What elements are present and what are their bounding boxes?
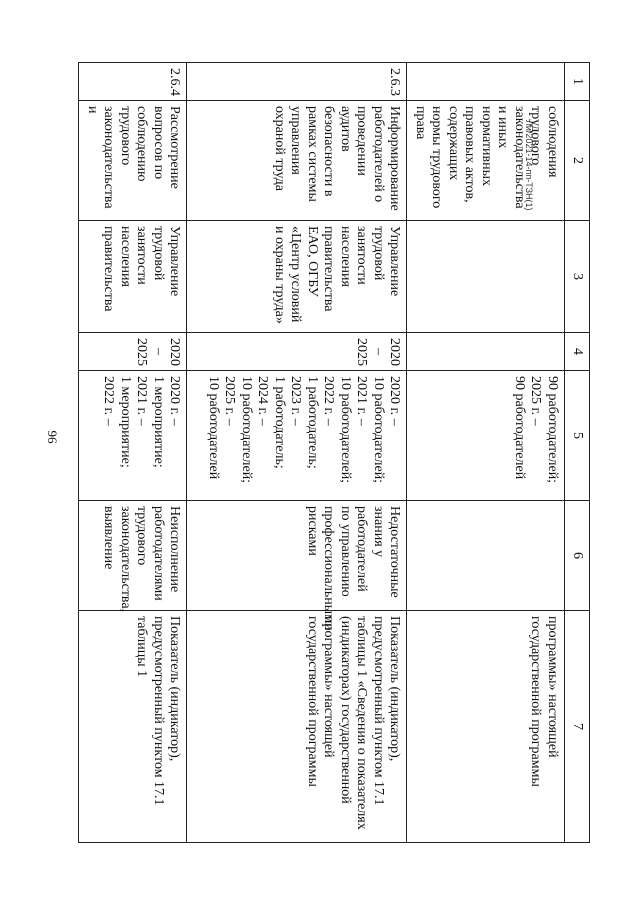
indicator-link: программы» настоящей государственной программы bbox=[407, 611, 565, 843]
expected-result bbox=[79, 371, 187, 501]
period-end: 2025 bbox=[354, 338, 370, 366]
result-line: 10 работодателей; bbox=[371, 376, 386, 484]
event-description: Информирование работодателей о проведении аудитов безопасности в рамках системы управления охраной труда bbox=[187, 101, 407, 221]
period-dash: – bbox=[371, 348, 386, 355]
responsible-executor bbox=[407, 221, 565, 333]
period-dash: – bbox=[151, 348, 166, 355]
result-line: 2020 г. – bbox=[387, 376, 403, 426]
period bbox=[407, 333, 565, 371]
document-code: Ли/2021-14-пп-ТЗН(1) bbox=[524, 120, 534, 211]
result-line: 2025 г. – bbox=[528, 376, 544, 426]
period-start: 2020 bbox=[167, 338, 183, 366]
header-cell-5: 5 bbox=[565, 371, 590, 501]
row-number bbox=[407, 63, 565, 101]
expected-result bbox=[187, 371, 407, 501]
table-header-row bbox=[565, 63, 590, 843]
result-line: 1 мероприятие; bbox=[151, 376, 166, 468]
result-line: 1 мероприятие; bbox=[118, 376, 133, 468]
result-line: 10 работодателей; bbox=[338, 376, 353, 484]
header-cell-7: 7 bbox=[565, 611, 590, 843]
expected-result bbox=[407, 371, 565, 501]
result-line: 1 работодатель; bbox=[305, 376, 320, 469]
event-description: Рассмотрение вопросов по соблюдению трудового законодательства и bbox=[79, 101, 187, 221]
result-line: 2024 г. – bbox=[255, 376, 271, 426]
result-line: 2021 г. – bbox=[354, 376, 370, 426]
period bbox=[187, 333, 407, 371]
row-number: 2.6.4 bbox=[79, 63, 187, 101]
result-line: 90 работодателей; bbox=[545, 376, 560, 484]
result-line: 90 работодателей bbox=[512, 376, 527, 480]
event-description: соблюдения трудового законодательства и иных нормативных правовых актов, содержащих нормы трудового права bbox=[407, 101, 565, 221]
result-line: 2020 г. – bbox=[167, 376, 183, 426]
period-end: 2025 bbox=[134, 338, 150, 366]
result-line: 10 работодателей bbox=[206, 376, 221, 480]
header-cell-4: 4 bbox=[565, 333, 590, 371]
row-number: 2.6.3 bbox=[187, 63, 407, 101]
responsible-executor: Управление трудовой занятости населения правительства bbox=[79, 221, 187, 333]
result-line: 2025 г. – bbox=[222, 376, 238, 426]
page-number: 96 bbox=[45, 430, 60, 444]
result-line: 2021 г. – bbox=[134, 376, 150, 426]
indicator-link: Показатель (индикатор), предусмотренный пунктом 17.1 таблицы 1 «Сведения о показателях (индикаторах) государственной программы» настоящей государственной программы bbox=[187, 611, 407, 843]
rotated-table-wrapper bbox=[85, 62, 590, 842]
indicator-link: Показатель (индикатор), предусмотренный пунктом 17.1 таблицы 1 bbox=[79, 611, 187, 843]
period-start: 2020 bbox=[387, 338, 403, 366]
header-cell-1: 1 bbox=[565, 63, 590, 101]
program-table bbox=[79, 62, 591, 843]
result-line: 1 работодатель; bbox=[272, 376, 287, 469]
header-cell-6: 6 bbox=[565, 501, 590, 611]
consequences bbox=[407, 501, 565, 611]
table-row bbox=[79, 63, 187, 843]
result-line: 10 работодателей; bbox=[239, 376, 254, 484]
period bbox=[79, 333, 187, 371]
header-cell-3: 3 bbox=[565, 221, 590, 333]
table-row bbox=[407, 63, 565, 843]
consequences: Неисполнение работодателями трудового законодательства, выявление bbox=[79, 501, 187, 611]
result-line: 2022 г. – bbox=[101, 376, 117, 426]
responsible-executor: Управление трудовой занятости населения правительства ЕАО, ОГБУ «Центр условий и охраны труда» bbox=[187, 221, 407, 333]
table-row bbox=[187, 63, 407, 843]
consequences: Недостаточные знания у работодателей по управлению профессиональными рисками bbox=[187, 501, 407, 611]
result-line: 2023 г. – bbox=[288, 376, 304, 426]
header-cell-2: 2 bbox=[565, 101, 590, 221]
result-line: 2022 г. – bbox=[321, 376, 337, 426]
